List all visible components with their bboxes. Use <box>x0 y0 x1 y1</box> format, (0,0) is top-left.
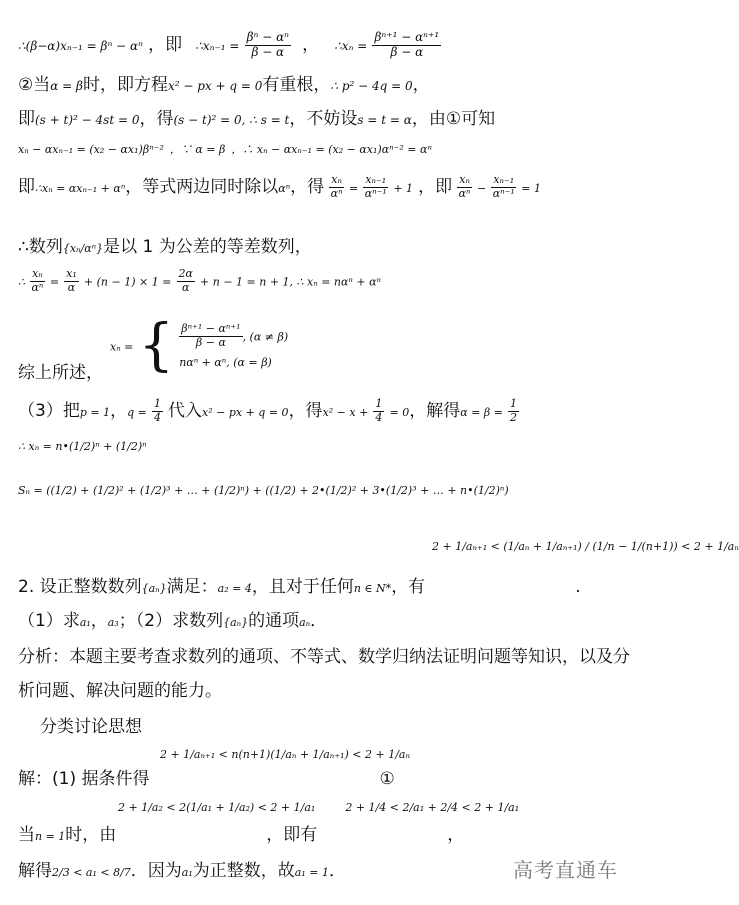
text: ，解得 <box>409 401 461 421</box>
eq-term: + 1 <box>393 182 414 195</box>
text: ， <box>90 611 108 631</box>
eq-formula: a₁ <box>79 616 91 629</box>
text: 时，由 <box>65 825 117 845</box>
eq-formula: p = 1 <box>79 406 111 419</box>
eq-formula: α = β = <box>460 406 503 419</box>
text: 代入 <box>168 401 203 421</box>
fraction: $\frac{\text{xₙ₋₁}}{\text{αⁿ⁻¹}}$ <box>364 173 387 200</box>
eq-formula: ，∴ xₙ − αxₙ₋₁ = (x₂ − αx₁)αⁿ⁻² = αⁿ <box>231 143 432 156</box>
eq-formula: x² − px + q = 0 <box>202 406 289 419</box>
fraction: $\frac{\text{x₁}}{\alpha}$ <box>66 267 77 294</box>
eq-formula: αⁿ <box>278 182 291 195</box>
watermark: 高考直通车 <box>513 858 618 882</box>
eq-term: + n − 1 = n + 1 <box>200 275 290 289</box>
eq-sign: − <box>477 182 487 195</box>
eq-formula: q = <box>127 406 147 419</box>
text: 解得 <box>18 861 52 881</box>
text: ∴数列 <box>18 237 63 257</box>
eq-line-1: ∴(β−α)xₙ₋₁ = βⁿ − αⁿ ，即 ∴xₙ₋₁ = $\frac{\text{βⁿ − αⁿ}}{\beta - \alpha}$ ， ∴xₙ = $\frac{\text{βⁿ⁺¹ − αⁿ⁺¹}}{\beta - \alpha}$ <box>18 30 440 59</box>
eq-formula: x² − x + <box>322 406 369 419</box>
text: ，得 <box>288 401 323 421</box>
text: 是以 1 为公差的等差数列， <box>103 237 312 257</box>
text: ，且对于任何 <box>251 577 354 597</box>
eq-term: xₙ = <box>110 340 134 354</box>
eq-inequality: 2 + 1/a₂ < 2(1/a₁ + 1/a₂) < 2 + 1/a₁ <box>118 801 316 814</box>
eq-formula: n = 1 <box>35 830 66 843</box>
text: ， <box>412 75 430 95</box>
eq-formula: a₁ <box>181 866 193 879</box>
text: ， <box>110 401 128 421</box>
text: ，由①可知 <box>411 109 496 129</box>
text-line-16: 分析：本题主要考查求数列的通项、不等式、数学归纳法证明问题等知识，以及分 <box>18 647 630 667</box>
eq-sign: = <box>349 182 359 195</box>
eq-term: nαⁿ + αⁿ, (α = β) <box>179 355 272 369</box>
eq-formula: xₙ − αxₙ₋₁ = (x₂ − αx₁)βⁿ⁻² <box>18 143 164 156</box>
eq-formula: ∴ p² − 4q = 0 <box>330 79 413 93</box>
eq-line-5 <box>18 172 640 201</box>
text: ，不妨设 <box>289 109 358 129</box>
text-line-17: 析问题、解决问题的能力。 <box>18 681 222 701</box>
eq-term: = 0 <box>389 406 410 419</box>
text: ．因为 <box>130 861 182 881</box>
eq-sign: = <box>49 275 60 289</box>
eq-formula: ，∵ α = β <box>169 143 226 156</box>
eq-inequality: 2 + 1/4 < 2/a₁ + 2/4 < 2 + 1/a₁ <box>345 801 520 814</box>
text-line-10 <box>18 396 640 425</box>
text: ，即 <box>418 177 453 197</box>
fraction: $\frac{\text{xₙ}}{\text{αⁿ}}$ <box>31 267 44 294</box>
eq-formula: (s − t)² = 0, ∴ s = t <box>173 113 290 127</box>
eq-formula: ∴(β−α)xₙ₋₁ = βⁿ − αⁿ <box>18 39 144 53</box>
eq-line-4 <box>18 138 640 157</box>
text: （1）求 <box>18 611 80 631</box>
text: （3）把 <box>18 401 80 421</box>
text: 满足： <box>166 577 218 597</box>
fraction: $\frac{1}{2}$ <box>510 397 518 424</box>
fraction: $\frac{\text{xₙ₋₁}}{\text{αⁿ⁻¹}}$ <box>492 173 515 200</box>
text: ． <box>310 611 328 631</box>
text: 有重根， <box>262 75 331 95</box>
eq-formula: {xₙ/αⁿ} <box>62 242 104 255</box>
fraction: $\frac{\text{xₙ}}{\text{αⁿ}}$ <box>330 173 343 200</box>
eq-inequality: 2 + 1/aₙ₊₁ < (1/aₙ + 1/aₙ₊₁) / (1/n − 1/(n+1)) < 2 + 1/aₙ <box>432 540 739 553</box>
text: . <box>575 577 581 597</box>
fraction: $\frac{1}{4}$ <box>375 397 383 424</box>
eq-formula: x² − px + q = 0 <box>167 79 263 93</box>
eq-formula: α = β <box>50 79 83 93</box>
eq-term: , (α ≠ β) <box>242 331 289 344</box>
text-line-2 <box>18 70 640 95</box>
text: 解：(1) 据条件得 <box>18 769 150 789</box>
eq-formula: ∴xₙ₋₁ = <box>195 39 240 53</box>
text: ②当 <box>18 75 51 95</box>
eq-term: + (n − 1) × 1 = <box>83 275 172 289</box>
text-line-22 <box>18 820 640 845</box>
eq-line-12: Sₙ = ((1/2) + (1/2)² + (1/2)³ + … + (1/2)ⁿ) + ((1/2) + 2•(1/2)² + 3•(1/2)³ + … + n•(1/2)ⁿ) <box>18 484 509 497</box>
eq-formula: {aₙ} <box>223 616 249 629</box>
text: 时，即方程 <box>82 75 168 95</box>
text-line-3 <box>18 104 640 129</box>
eq-formula: a₃ <box>107 616 119 629</box>
eq-term: , ∴ xₙ = nαⁿ + αⁿ <box>289 275 381 289</box>
text: ． <box>328 861 346 881</box>
eq-formula: aₙ <box>299 616 311 629</box>
text: 的通项 <box>248 611 300 631</box>
text-line-6 <box>18 232 640 257</box>
text: ，得 <box>290 177 325 197</box>
eq-formula: ∴xₙ = <box>334 39 368 53</box>
eq-formula: (s + t)² − 4st = 0 <box>35 113 140 127</box>
text: 即 <box>18 177 35 197</box>
eq-formula: a₁ = 1 <box>294 866 329 879</box>
text: ，即 <box>148 35 183 55</box>
text: 即 <box>18 109 35 129</box>
text: ；（2）求数列 <box>118 611 224 631</box>
eq-formula: ∴xₙ = αxₙ₋₁ + αⁿ <box>35 182 126 195</box>
fraction: $\frac{\text{xₙ}}{\text{αⁿ}}$ <box>458 173 471 200</box>
text: ，得 <box>139 109 174 129</box>
eq-line-7: ∴ $\frac{\text{xₙ}}{\text{αⁿ}}$ = $\frac{\text{x₁}}{\alpha}$ + (n − 1) × 1 = $\frac{2\alpha}{\alpha}$ + n − 1 = n + 1, ∴ xₙ = nαⁿ + αⁿ <box>18 267 381 294</box>
text: ，即有 <box>266 825 318 845</box>
eq-formula: a₂ = 4 <box>217 582 252 595</box>
fraction: $\frac{\text{βⁿ − αⁿ}}{\beta - \alpha}$ <box>246 30 290 59</box>
piecewise-formula: xₙ = { $\frac{\text{βⁿ⁺¹ − αⁿ⁺¹}}{\beta - \alpha}$ , (α ≠ β) nαⁿ + αⁿ, (α = β) <box>110 313 289 378</box>
fraction: $\frac{\text{βⁿ⁺¹ − αⁿ⁺¹}}{\beta - \alpha}$ <box>181 322 241 349</box>
section-heading: 分类讨论思想 <box>40 717 142 737</box>
eq-inequality: 2 + 1/aₙ₊₁ < n(n+1)(1/aₙ + 1/aₙ₊₁) < 2 + 1/aₙ <box>160 748 410 761</box>
text: 当 <box>18 825 35 845</box>
text: ① <box>379 769 395 789</box>
eq-line-11: ∴ xₙ = n•(1/2)ⁿ + (1/2)ⁿ <box>18 440 147 453</box>
text: ， <box>447 825 465 845</box>
eq-term: = 1 <box>521 182 542 195</box>
text-line-15 <box>18 606 640 631</box>
eq-formula: s = t = α <box>357 113 412 127</box>
eq-formula: 2/3 < a₁ < 8/7 <box>52 866 131 879</box>
text-line-9: 综上所述， <box>18 363 103 383</box>
eq-formula: {aₙ} <box>141 582 167 595</box>
fraction: $\frac{1}{4}$ <box>153 397 161 424</box>
text-line-14 <box>18 572 640 597</box>
text: ，等式两边同时除以 <box>125 177 279 197</box>
fraction: $\frac{\text{βⁿ⁺¹ − αⁿ⁺¹}}{\beta - \alpha}$ <box>374 30 440 59</box>
fraction: $\frac{2\alpha}{\alpha}$ <box>178 267 193 294</box>
text-line-20 <box>18 764 640 789</box>
eq-formula: n ∈ N* <box>353 582 392 595</box>
text: 2. 设正整数数列 <box>18 577 142 597</box>
text: 为正整数，故 <box>192 861 295 881</box>
text: ，有 <box>391 577 426 597</box>
eq-line-21 <box>18 796 640 815</box>
